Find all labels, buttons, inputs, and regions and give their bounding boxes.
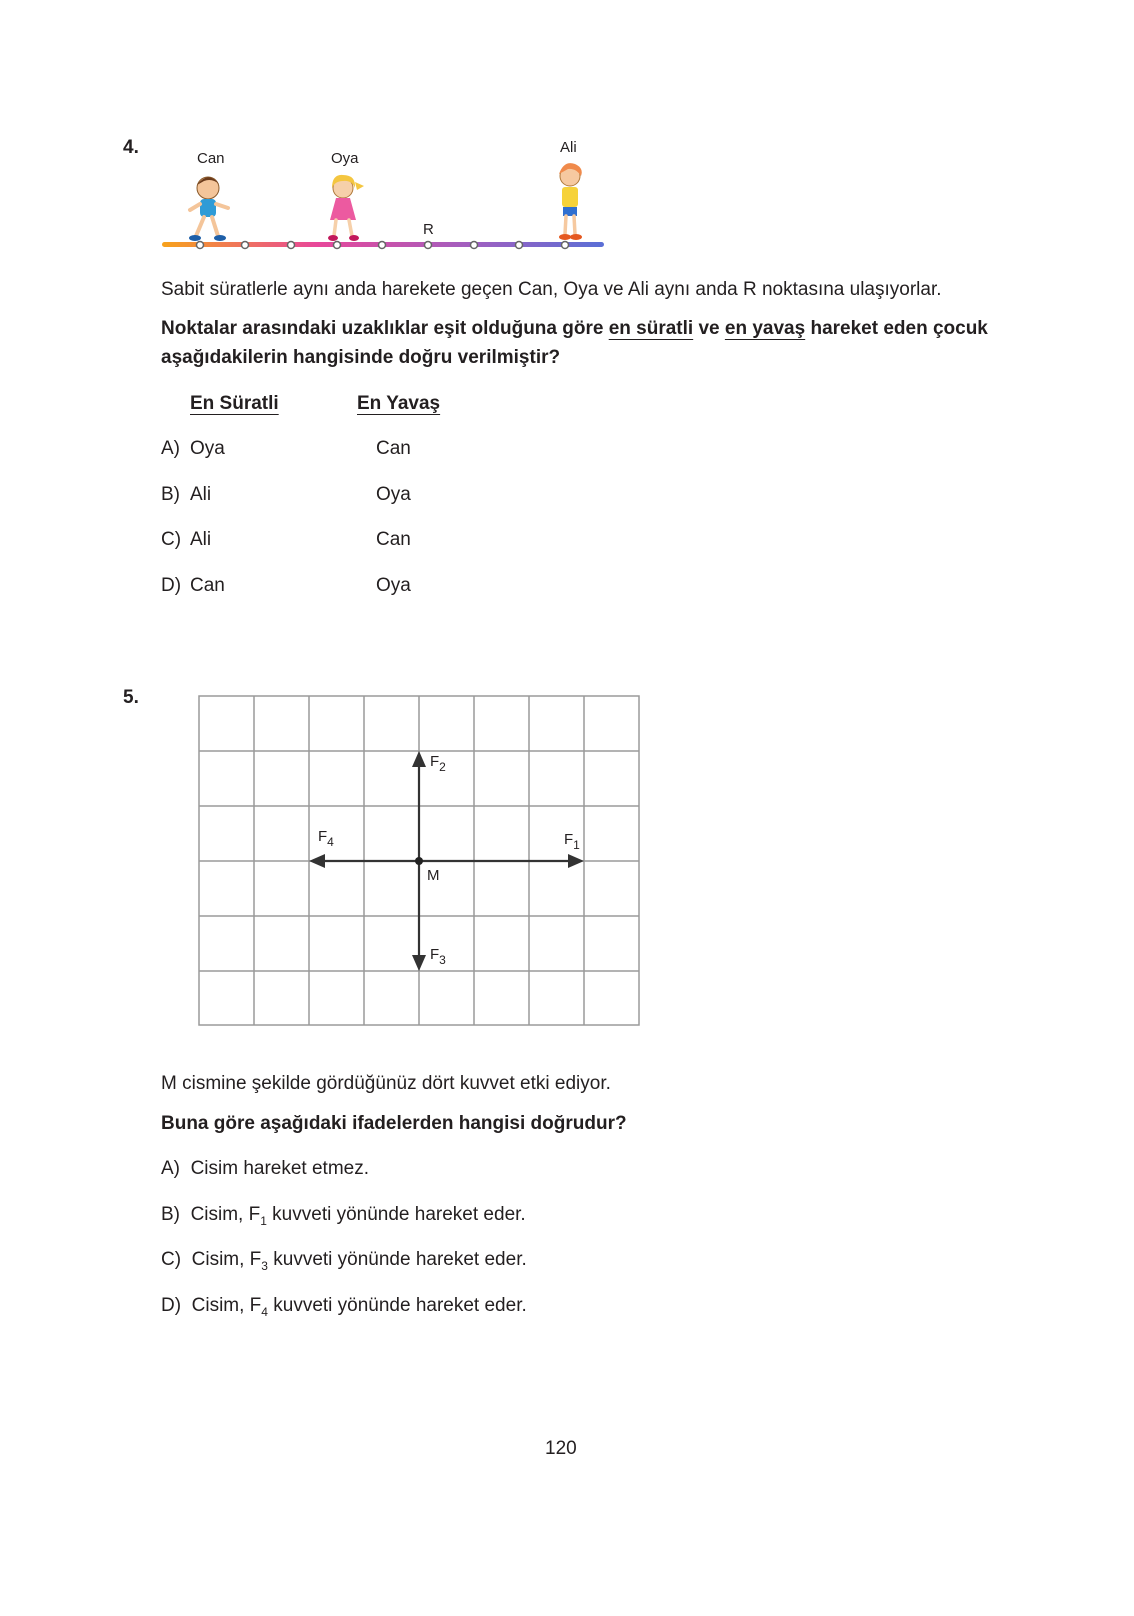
q5-option-d[interactable]: D) Cisim, $F_4$ kuvveti yönünde hareket eder. <box>161 1295 527 1319</box>
track-point <box>516 242 523 249</box>
col-header-slowest: En Yavaş <box>357 393 441 414</box>
q5-option-a-letter: A) <box>161 1158 180 1179</box>
child-label-can: Can <box>197 150 225 167</box>
point-label-r: R <box>423 221 434 238</box>
q4-question-text-end: hareket eden çocuk <box>805 318 988 339</box>
q5-option-b-letter: B) <box>161 1204 180 1225</box>
force-label-f4: $F_4$ <box>318 828 334 849</box>
force-label-f3: $F_3$ <box>430 946 446 967</box>
q4-question-conj: ve <box>693 318 725 339</box>
force-label-f1: $F_1$ <box>564 831 580 852</box>
q5-option-a-text: Cisim hareket etmez. <box>190 1158 370 1179</box>
track-point <box>471 242 478 249</box>
track-point <box>288 242 295 249</box>
q5-option-c[interactable]: C) Cisim, $F_3$ kuvveti yönünde hareket eder. <box>161 1249 527 1273</box>
track-point <box>334 242 341 249</box>
q4-figure <box>160 138 610 254</box>
q4-emph-fastest: en süratli <box>608 318 694 339</box>
track-point <box>242 242 249 249</box>
page-number: 120 <box>545 1438 577 1459</box>
q4-option-d-fastest[interactable]: Can <box>190 575 225 596</box>
q4-question-text: Noktalar arasındaki uzaklıklar eşit olduğuna göre <box>161 318 609 339</box>
q4-option-a-fastest[interactable]: Oya <box>190 438 225 459</box>
q5-option-c-letter: C) <box>161 1249 182 1270</box>
q4-option-c-fastest[interactable]: Ali <box>190 529 212 550</box>
track-point <box>562 242 569 249</box>
q5-option-b[interactable]: B) Cisim, $F_1$ kuvveti yönünde hareket eder. <box>161 1204 526 1228</box>
object-m-point <box>415 857 423 865</box>
force-label-f2: $F_2$ <box>430 753 446 774</box>
track-point-r <box>425 242 432 249</box>
oya-figure-icon <box>328 175 364 241</box>
can-figure-icon <box>189 177 228 241</box>
q5-option-a[interactable] <box>161 1158 369 1180</box>
q5-option-d-letter: D) <box>161 1295 182 1316</box>
q5-grid-svg <box>198 695 640 1027</box>
q4-figure-svg <box>160 138 610 254</box>
question-5-number: 5. <box>123 687 139 708</box>
object-label-m: M <box>427 867 440 884</box>
question-4-number: 4. <box>123 137 139 158</box>
q4-option-c-letter[interactable]: C) <box>161 529 182 550</box>
q4-option-d-letter[interactable]: D) <box>161 575 182 596</box>
q4-option-a-letter[interactable]: A) <box>161 438 180 459</box>
q4-emph-slowest: en yavaş <box>724 318 806 339</box>
child-label-oya: Oya <box>331 150 359 167</box>
track-point <box>197 242 204 249</box>
q4-option-b-letter[interactable]: B) <box>161 484 180 505</box>
q4-question-line2: aşağıdakilerin hangisinde doğru verilmiştir? <box>161 347 561 368</box>
q4-option-d-slowest[interactable]: Oya <box>376 575 411 596</box>
track-point <box>379 242 386 249</box>
q5-stem: M cismine şekilde gördüğünüz dört kuvvet etki ediyor. <box>161 1073 611 1094</box>
q4-question-line1 <box>161 318 988 340</box>
q5-grid-figure <box>198 695 640 1027</box>
force-f1-arrow <box>419 854 584 868</box>
q5-question: Buna göre aşağıdaki ifadelerden hangisi doğrudur? <box>161 1113 627 1134</box>
q4-option-b-fastest[interactable]: Ali <box>190 484 212 505</box>
ali-figure-icon <box>559 163 582 240</box>
q4-option-a-slowest[interactable]: Can <box>376 438 411 459</box>
col-header-fastest: En Süratli <box>190 393 279 414</box>
child-label-ali: Ali <box>560 139 577 156</box>
q4-stem: Sabit süratlerle aynı anda harekete geçen Can, Oya ve Ali aynı anda R noktasına ulaşıyorlar. <box>161 279 942 300</box>
q4-option-b-slowest[interactable]: Oya <box>376 484 411 505</box>
q4-option-c-slowest[interactable]: Can <box>376 529 411 550</box>
